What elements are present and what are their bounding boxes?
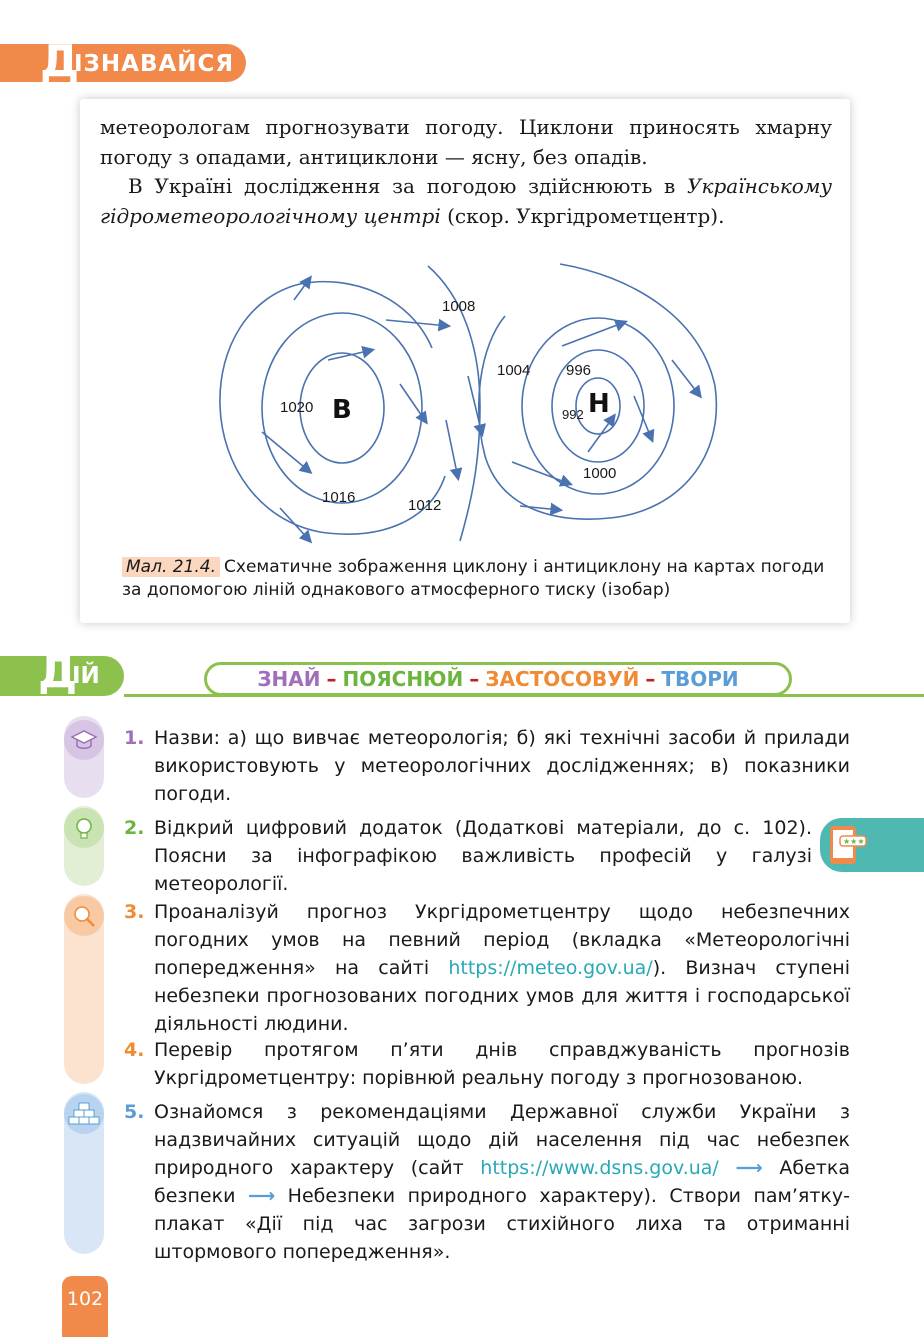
isobar-label-1008: 1008: [442, 298, 476, 315]
figure-caption-text: Схематичне зображення циклону і антициклону на картах погоди за допомогою ліній однакового атмосферного тиску (ізобар): [122, 557, 825, 600]
task-number: 4.: [124, 1039, 145, 1061]
task-number: 3.: [124, 901, 145, 923]
task-text: Перевір протягом п’яти днів справджуваність прогнозів Укргідрометцентру: порівнюй реальну погоду з прогнозованою.: [154, 1039, 850, 1089]
task-4: [124, 1036, 850, 1092]
isobar-label-1016: 1016: [322, 489, 356, 506]
slogan-box: [204, 662, 792, 696]
card-paragraph-2: В Україні дослідження за погодою здійснюють в Українському гідрометеорологічному центрі (скор. Укргідрометцентр).: [100, 174, 832, 228]
slogan-apply: ЗАСТОСОВУЙ: [485, 667, 640, 691]
act-tab-label: ІЙ: [72, 663, 100, 689]
task-text: Відкрий цифровий додаток (Додаткові матеріали, до с. 102). Поясни за інфографікою важливість професій у галузі метеорології.: [154, 817, 812, 895]
isobar-label-992: 992: [562, 407, 584, 422]
task-text: Проаналізуй прогноз Укргідрометцентру щодо небезпечних погодних умов на певний період (вкладка «Метеорологічні попередження» на сайті https://meteo.gov.ua/). Визнач ступені небезпеки прогнозованих погодних умов для життя і господарської діяльності людини.: [154, 901, 850, 1035]
slogan-explain: ПОЯСНЮЙ: [342, 667, 464, 691]
task-number: 5.: [124, 1101, 145, 1123]
isobar-label-1004: 1004: [497, 362, 531, 379]
blocks-icon: [64, 1094, 104, 1134]
lightbulb-icon: [64, 808, 104, 848]
slogan-know: ЗНАЙ: [257, 667, 321, 691]
isobar-diagram: [200, 256, 740, 551]
graduation-cap-icon: [64, 720, 104, 760]
anticyclone-letter: В: [332, 395, 352, 425]
isobar-label-1012: 1012: [408, 497, 442, 514]
task-2: [124, 814, 812, 898]
task-3: [124, 898, 850, 1038]
meteo-link[interactable]: https://meteo.gov.ua/: [448, 957, 653, 979]
digital-supplement-tab[interactable]: [820, 818, 924, 872]
act-section-tab: [0, 647, 124, 698]
isobar-label-1020: 1020: [280, 399, 314, 416]
slogan: ЗНАЙ – ПОЯСНЮЙ – ЗАСТОСОВУЙ – ТВОРИ: [257, 667, 739, 691]
page-number: 102: [66, 1288, 104, 1310]
arrow-right-icon: ⟶: [735, 1157, 763, 1179]
learn-section-tab: [0, 36, 246, 87]
isobar-label-996: 996: [566, 362, 592, 379]
card-text: [100, 113, 832, 231]
info-card: [80, 99, 850, 623]
task-1: [124, 724, 850, 808]
task-text: Назви: а) що вивчає метеорологія; б) які технічні засоби й прилади використовують у метеорологічних дослідженнях; в) показники погоди.: [154, 727, 850, 805]
arrow-right-icon: ⟶: [247, 1185, 276, 1207]
figure-label: Мал. 21.4.: [122, 557, 220, 577]
magnifier-icon: [64, 896, 104, 936]
task-number: 1.: [124, 727, 145, 749]
task-5: [124, 1098, 850, 1266]
learn-tab-initial: Д: [40, 36, 80, 87]
task-text: Ознайомся з рекомендаціями Державної служби України з надзвичайних ситуацій щодо дій населення під час небезпек природного характеру (сайт https://www.dsns.gov.ua/ ⟶ Абетка безпеки ⟶ Небезпеки природного характеру). Створи пам’ятку-плакат «Дії під час загрози стихійного лиха та отриманні штормового попередження».: [154, 1101, 850, 1263]
slogan-create: ТВОРИ: [661, 667, 739, 691]
learn-tab-label: ІЗНАВАЙСЯ: [74, 51, 235, 77]
cyclone-letter: Н: [588, 389, 610, 419]
task-number: 2.: [124, 817, 145, 839]
act-tab-initial: Д: [38, 647, 78, 698]
card-paragraph-1: метеорологам прогнозувати погоду. Циклони приносять хмарну погоду з опадами, антициклони — ясну, без опадів.: [100, 115, 832, 169]
figure-caption: [122, 556, 832, 602]
dsns-link[interactable]: https://www.dsns.gov.ua/: [480, 1157, 719, 1179]
page-number-tab: [62, 1276, 108, 1337]
tablet-icon: [820, 818, 880, 872]
svg-text:★★★: ★★★: [843, 837, 865, 846]
isobar-label-1000: 1000: [583, 465, 617, 482]
